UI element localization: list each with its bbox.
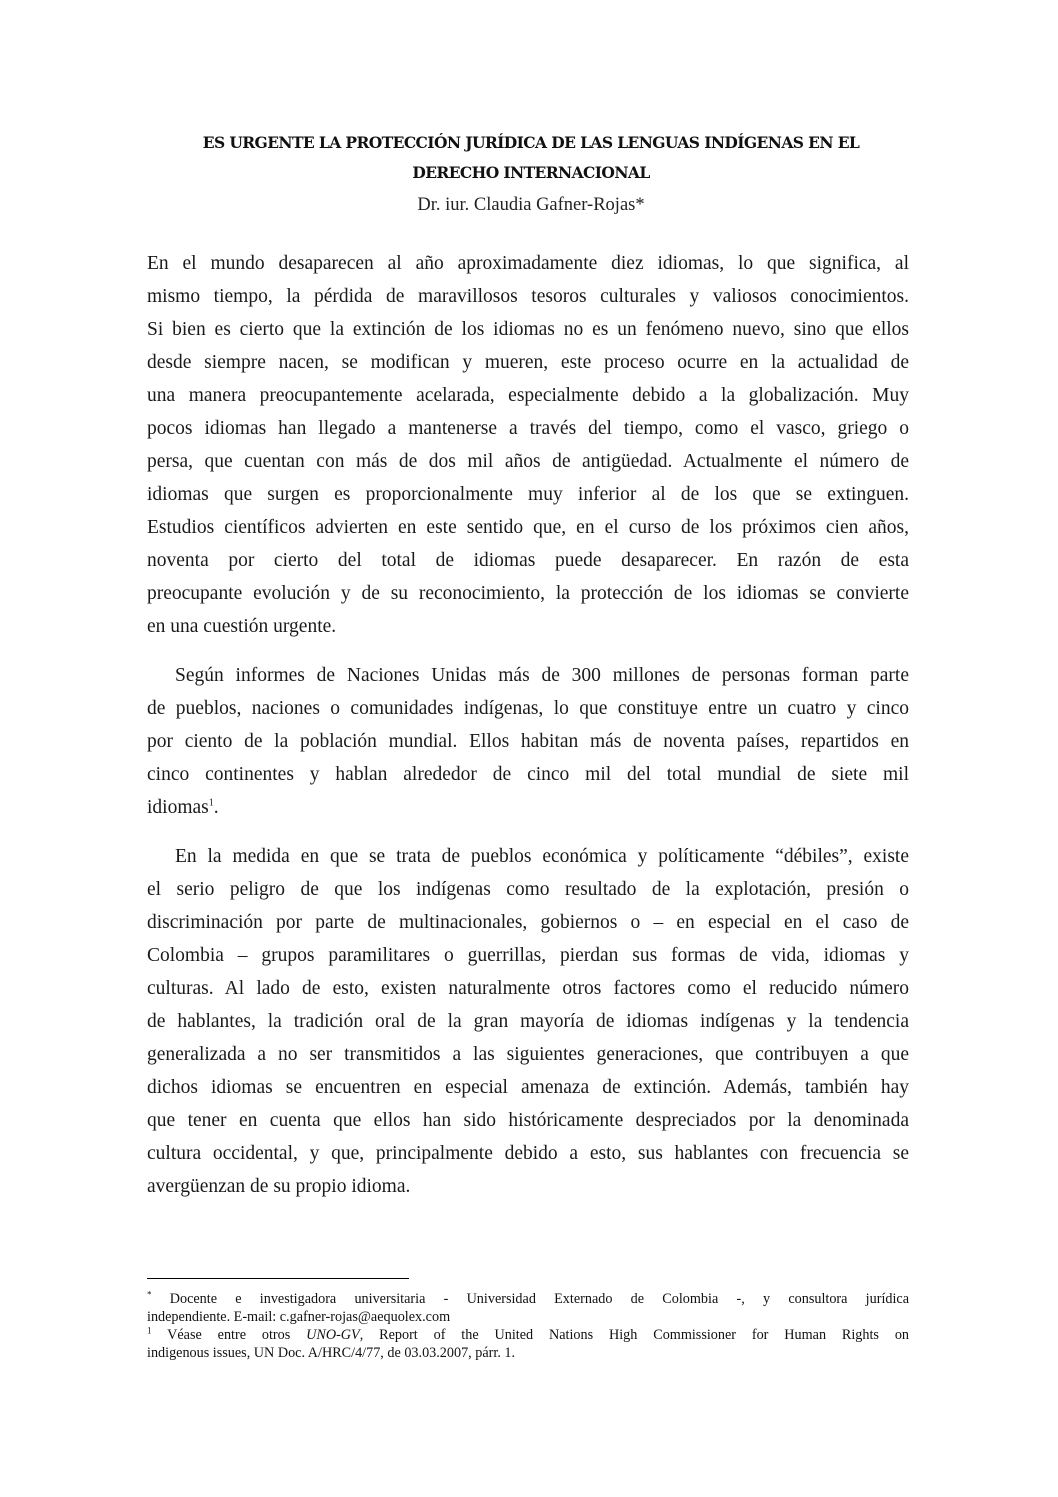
paragraph-line: por ciento de la población mundial. Ellos habitan más de noventa países, repartidos en (147, 731, 909, 752)
paragraph-line: En el mundo desaparecen al año aproximadamente diez idiomas, lo que significa, al (147, 253, 909, 274)
paragraph-line: Si bien es cierto que la extinción de los idiomas no es un fenómeno nuevo, sino que ellos (147, 319, 909, 340)
paragraph-line: el serio peligro de que los indígenas como resultado de la explotación, presión o (147, 879, 909, 900)
paragraph-line: en una cuestión urgente. (147, 616, 337, 637)
paragraph-line: avergüenzan de su propio idioma. (147, 1176, 411, 1197)
footnote-line: indigenous issues, UN Doc. A/HRC/4/77, de 03.03.2007, párr. 1. (147, 1345, 516, 1361)
paragraph-line: discriminación por parte de multinacionales, gobiernos o – en especial en el caso de (147, 912, 909, 933)
footnote-line: independiente. E-mail: c.gafner-rojas@aequolex.com (147, 1309, 451, 1325)
paragraph-text: . (213, 797, 219, 818)
paragraph-line: cinco continentes y hablan alrededor de cinco mil del total mundial de siete mil (147, 764, 909, 785)
footnote-line (147, 1326, 909, 1344)
footnote-source-italic: UNO-GV (306, 1327, 360, 1343)
paragraph-line: desde siempre nacen, se modifican y mueren, este proceso ocurre en la actualidad de (147, 352, 909, 373)
paragraph-line: mismo tiempo, la pérdida de maravillosos tesoros culturales y valiosos conocimientos. (147, 286, 909, 307)
paragraph-line: de hablantes, la tradición oral de la gran mayoría de idiomas indígenas y la tendencia (147, 1011, 909, 1032)
paragraph-line: idiomas que surgen es proporcionalmente muy inferior al de los que se extinguen. (147, 484, 909, 505)
paragraph-line: una manera preocupantemente acelarada, especialmente debido a la globalización. Muy (147, 385, 909, 406)
paragraph-line: generalizada a no ser transmitidos a las siguientes generaciones, que contribuyen a que (147, 1044, 909, 1065)
paragraph-text: idiomas (147, 797, 209, 818)
footnote-text: Docente e investigadora universitaria - Universidad Externado de Colombia -, y consultora jurídica (169, 1291, 910, 1307)
paragraph-line: pocos idiomas han llegado a mantenerse a través del tiempo, como el vasco, griego o (147, 418, 909, 439)
paragraph-line: persa, que cuentan con más de dos mil años de antigüedad. Actualmente el número de (147, 451, 909, 472)
paragraph-line-with-footnote (147, 796, 909, 820)
paragraph-line: preocupante evolución y de su reconocimiento, la protección de los idiomas se convierte (147, 583, 909, 604)
footnote-reference[interactable]: 1 (208, 797, 214, 809)
paragraph-line: En la medida en que se trata de pueblos económica y políticamente “débiles”, existe (175, 846, 909, 867)
title-line-2: DERECHO INTERNACIONAL (412, 163, 650, 182)
paragraph-line: que tener en cuenta que ellos han sido históricamente despreciados por la denominada (147, 1110, 909, 1131)
paragraph-line: dichos idiomas se encuentren en especial amenaza de extinción. Además, también hay (147, 1077, 909, 1098)
footnote-text: Véase entre otros (167, 1327, 307, 1343)
paragraph-line: cultura occidental, y que, principalmente debido a esto, sus hablantes con frecuencia se (147, 1143, 909, 1164)
paragraph-line: Estudios científicos advierten en este sentido que, en el curso de los próximos cien años, (147, 517, 909, 538)
author-name: Dr. iur. Claudia Gafner-Rojas* (417, 195, 645, 215)
footnote-mark: 1 (147, 1325, 152, 1336)
footnote-text: , Report of the United Nations High Commissioner for Human Rights on (359, 1327, 910, 1343)
paragraph-line: de pueblos, naciones o comunidades indígenas, lo que constituye entre un cuatro y cinco (147, 698, 909, 719)
footnote-line (147, 1290, 909, 1308)
footnote-mark: * (147, 1289, 152, 1300)
paragraph-line: noventa por cierto del total de idiomas puede desaparecer. En razón de esta (147, 550, 909, 571)
paragraph-line: Colombia – grupos paramilitares o guerrillas, pierdan sus formas de vida, idiomas y (147, 945, 909, 966)
footnote-separator (147, 1278, 409, 1279)
paragraph-line: Según informes de Naciones Unidas más de 300 millones de personas forman parte (175, 665, 909, 686)
paragraph-line: culturas. Al lado de esto, existen naturalmente otros factores como el reducido número (147, 978, 909, 999)
title-line-1: ES URGENTE LA PROTECCIÓN JURÍDICA DE LAS LENGUAS INDÍGENAS EN EL (202, 133, 860, 152)
